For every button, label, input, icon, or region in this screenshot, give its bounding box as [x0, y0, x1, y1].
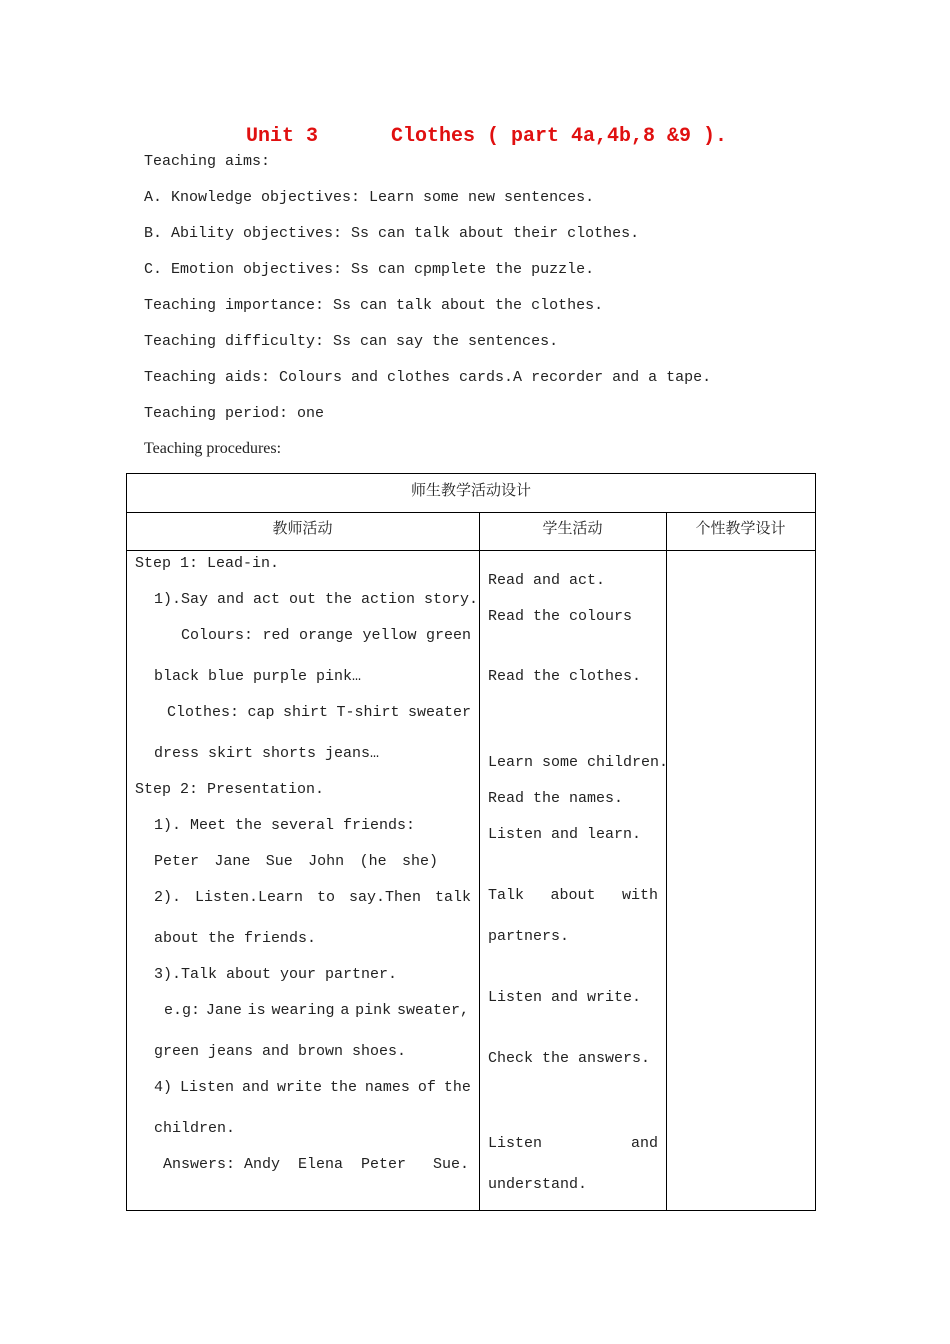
word: pink	[355, 1002, 392, 1019]
step1-title: Step 1: Lead-in.	[135, 555, 280, 572]
knowledge-objectives: A. Knowledge objectives: Learn some new sentences.	[144, 189, 595, 206]
word: cap	[247, 704, 275, 721]
word: yellow	[362, 627, 417, 644]
word: with	[621, 887, 658, 904]
student-listen-cont: understand.	[488, 1176, 588, 1193]
word: sweater,	[396, 1002, 469, 1019]
student-listen-learn: Listen and learn.	[488, 826, 642, 843]
student-check-answers: Check the answers.	[488, 1050, 651, 1067]
word: Listen	[179, 1079, 234, 1096]
word: Colours:	[181, 627, 254, 644]
word: green	[425, 627, 471, 644]
step2-item4-cont: children.	[154, 1120, 236, 1137]
student-learn-children: Learn some children.	[488, 754, 669, 771]
step1-item1: 1).Say and act out the action story.	[154, 591, 479, 608]
step2-item3: 3).Talk about your partner.	[154, 966, 398, 983]
word: Talk	[488, 887, 525, 904]
answers-line: Answers: Andy Elena Peter Sue.	[163, 1156, 470, 1173]
word: talk	[434, 889, 471, 906]
teaching-difficulty: Teaching difficulty: Ss can say the sentences.	[144, 333, 559, 350]
word: Peter	[154, 853, 200, 870]
table-header: 师生教学活动设计	[410, 481, 531, 499]
teaching-aids: Teaching aids: Colours and clothes cards.A recorder and a tape.	[144, 369, 712, 386]
word: wearing	[271, 1002, 335, 1019]
word: about	[550, 887, 596, 904]
step2-item1: 1). Meet the several friends:	[154, 817, 416, 834]
column-student-activity: 学生活动	[542, 519, 603, 537]
student-talk-line	[488, 887, 658, 904]
word: the	[329, 1079, 357, 1096]
word: say.Then	[348, 889, 421, 906]
word: T-shirt	[336, 704, 400, 721]
student-read-names: Read the names.	[488, 790, 624, 807]
word: Sue	[265, 853, 293, 870]
word: is	[247, 1002, 266, 1019]
column-teacher-activity: 教师活动	[272, 519, 333, 537]
clothes-cont: dress skirt shorts jeans…	[154, 745, 380, 762]
word: e.g:	[164, 1002, 201, 1019]
step2-item4	[154, 1079, 471, 1096]
word: a	[340, 1002, 350, 1019]
example-cont: green jeans and brown shoes.	[154, 1043, 407, 1060]
word: orange	[298, 627, 353, 644]
word: Jane	[214, 853, 251, 870]
student-talk-cont: partners.	[488, 928, 570, 945]
doc-title-topic: Clothes ( part 4a,4b,8 &9 ).	[391, 125, 728, 148]
word: of	[417, 1079, 436, 1096]
word: shirt	[282, 704, 328, 721]
step2-item2	[154, 889, 471, 906]
word: names	[364, 1079, 410, 1096]
colours-line	[181, 627, 471, 644]
student-listen-line	[488, 1135, 658, 1152]
word: and	[630, 1135, 658, 1152]
word: (he	[359, 853, 387, 870]
student-listen-write: Listen and write.	[488, 989, 642, 1006]
word: write	[276, 1079, 322, 1096]
word: 4)	[154, 1079, 173, 1096]
word: Listen.Learn	[194, 889, 304, 906]
teaching-importance: Teaching importance: Ss can talk about the clothes.	[144, 297, 604, 314]
word: 2).	[154, 889, 182, 906]
teaching-aims-label: Teaching aims:	[144, 153, 271, 170]
word: the	[443, 1079, 471, 1096]
column-personal-design: 个性教学设计	[695, 519, 786, 537]
word: and	[241, 1079, 269, 1096]
example-line	[164, 1002, 469, 1019]
word: Clothes:	[167, 704, 240, 721]
ability-objectives: B. Ability objectives: Ss can talk about their clothes.	[144, 225, 640, 242]
word: red	[262, 627, 290, 644]
emotion-objectives: C. Emotion objectives: Ss can cpmplete the puzzle.	[144, 261, 595, 278]
word: John	[308, 853, 345, 870]
teaching-procedures-label: Teaching procedures:	[144, 440, 282, 457]
word: sweater	[407, 704, 471, 721]
word: Jane	[205, 1002, 242, 1019]
teaching-period: Teaching period: one	[144, 405, 325, 422]
word: Listen	[488, 1135, 543, 1152]
clothes-line	[167, 704, 471, 721]
colours-cont: black blue purple pink…	[154, 668, 362, 685]
step2-title: Step 2: Presentation.	[135, 781, 325, 798]
names-line	[154, 853, 438, 870]
student-read-colours: Read the colours	[488, 608, 633, 625]
word: she)	[401, 853, 438, 870]
student-read-clothes: Read the clothes.	[488, 668, 642, 685]
doc-title-unit: Unit 3	[246, 125, 319, 148]
student-read-act: Read and act.	[488, 572, 606, 589]
step2-item2-cont: about the friends.	[154, 930, 317, 947]
word: to	[316, 889, 335, 906]
